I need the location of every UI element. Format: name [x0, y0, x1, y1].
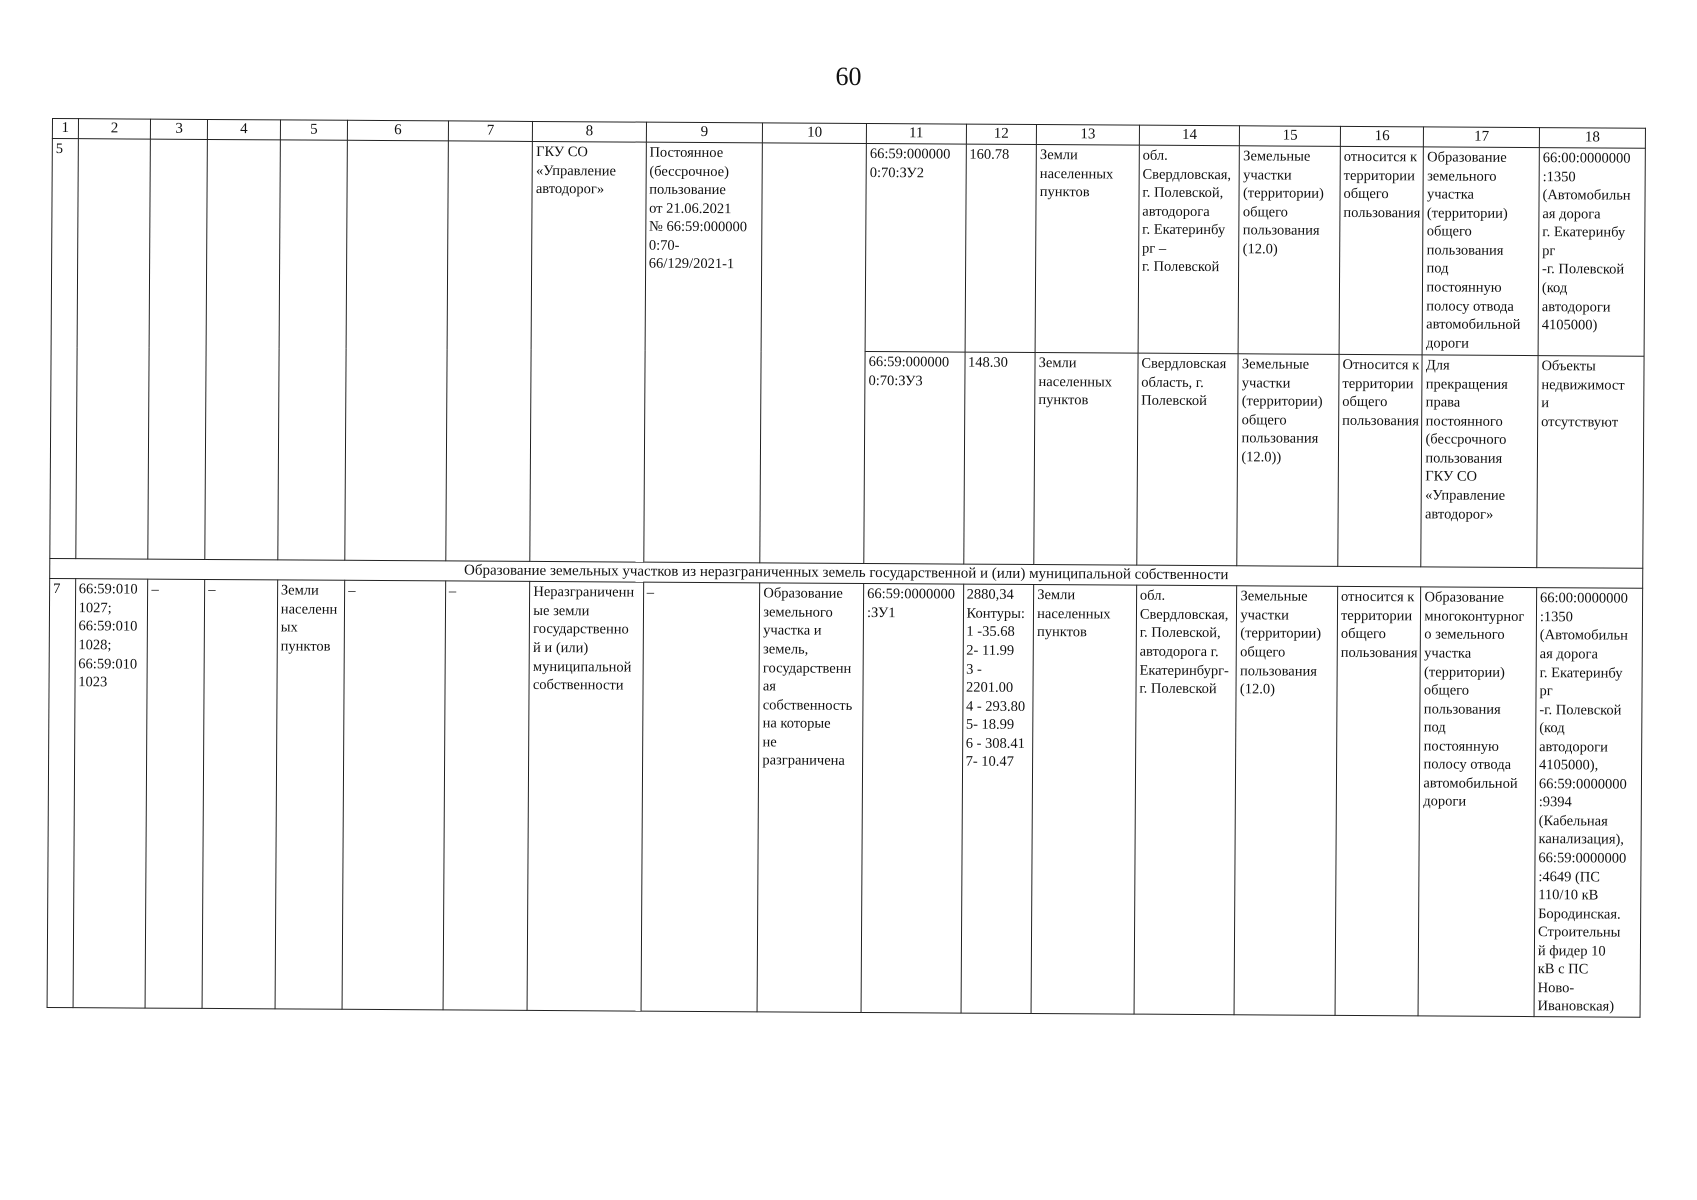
- land-category-cell: Земли населенных пунктов: [1031, 585, 1136, 1014]
- land-category-cell: Земли населенн ых пунктов: [275, 580, 345, 1009]
- column-header: 14: [1139, 125, 1240, 146]
- real-estate-objects-cell: 66:00:0000000 :1350 (Автомобильн ая дорога г. Екатеринбу рг -г. Полевской (код автодороги 4105000): [1538, 148, 1645, 357]
- real-estate-objects-cell: 66:00:0000000 :1350 (Автомобильн ая дорога г. Екатеринбу рг -г. Полевской (код автодороги 4105000), 66:59:0000000 :9394 (Кабельная канализация), 66:59:0000000 :4649 (ПС 110/10 кВ Бородинская. Строительны й фидер 10 кВ с ПС Ново- Ивановская): [1534, 588, 1643, 1017]
- column-header: 17: [1424, 127, 1540, 148]
- column-header: 1: [52, 119, 78, 139]
- permitted-use-cell: Земельные участки (территории) общего пользования (12.0)): [1237, 354, 1339, 567]
- land-plots-table: [47, 118, 1646, 1018]
- plot-id-cell: 66:59:000000 0:70:ЗУ3: [864, 352, 965, 565]
- column-header: 12: [966, 124, 1037, 145]
- cadastral-quarter-cell: [75, 139, 150, 559]
- registry-table-wrapper: [47, 118, 1646, 1018]
- area-cell: 160.78: [965, 144, 1037, 352]
- column-header: 11: [866, 123, 966, 144]
- rights-holder-cell: Неразграниченн ые земли государственно й и (или) муниципальной собственности: [527, 582, 643, 1011]
- table-row: [51, 139, 1645, 357]
- formation-type-cell: Образование земельного участка и земель, государственн ая собственность на которые не разграничена: [757, 583, 863, 1012]
- table-cell: –: [342, 581, 445, 1010]
- right-type-cell: –: [641, 582, 760, 1011]
- column-header: 4: [207, 119, 280, 140]
- permitted-use-cell: Земельные участки (территории) общего пользования (12.0): [1234, 586, 1337, 1015]
- column-header: 10: [763, 123, 867, 144]
- column-header: 13: [1037, 125, 1140, 146]
- page-number: 60: [835, 62, 862, 91]
- column-header: 7: [448, 121, 533, 142]
- row-number: 7: [47, 579, 75, 1008]
- formation-method-cell: Образование многоконтурног о земельного участка (территории) общего пользования под постоянную полосу отвода автомобильной дороги: [1418, 587, 1536, 1016]
- public-territory-cell: относится к территории общего пользования: [1339, 147, 1424, 356]
- table-cell: –: [443, 581, 530, 1010]
- column-header: 6: [348, 120, 449, 141]
- land-category-cell: Земли населенных пунктов: [1035, 145, 1139, 354]
- table-row: [47, 579, 1643, 1017]
- column-header: 5: [280, 120, 348, 141]
- right-type-cell: Постоянное (бессрочное) пользование от 21.06.2021 № 66:59:000000 0:70- 66/129/2021-1: [643, 142, 762, 563]
- table-cell: [345, 140, 448, 561]
- table-cell: [148, 139, 207, 559]
- public-territory-cell: относится к территории общего пользования: [1335, 587, 1421, 1016]
- column-header: 8: [533, 121, 647, 142]
- column-header: 3: [151, 119, 208, 140]
- rights-holder-cell: ГКУ СО «Управление автодорог»: [530, 142, 646, 563]
- plot-id-cell: 66:59:0000000 :ЗУ1: [861, 584, 963, 1013]
- plot-id-cell: 66:59:000000 0:70:ЗУ2: [865, 144, 966, 353]
- address-cell: обл. Свердловская, г. Полевской, автодорога г. Екатеринбу рг – г. Полевской: [1138, 145, 1240, 354]
- row-number: 5: [50, 139, 78, 559]
- real-estate-objects-cell: Объекты недвижимост и отсутствуют: [1537, 356, 1644, 569]
- permitted-use-cell: Земельные участки (территории) общего пользования (12.0): [1239, 146, 1341, 355]
- column-header: 2: [78, 119, 151, 140]
- area-cell: 2880,34 Контуры: 1 -35.68 2- 11.99 3 - 2201.00 4 - 293.80 5- 18.99 6 - 308.41 7- 10.47: [961, 584, 1034, 1013]
- table-cell: [278, 140, 348, 560]
- column-header: 16: [1340, 126, 1424, 147]
- address-cell: Свердловская область, г. Полевской: [1137, 353, 1239, 566]
- table-cell: [760, 143, 866, 564]
- table-cell: –: [145, 579, 204, 1008]
- land-category-cell: Земли населенных пунктов: [1034, 353, 1138, 566]
- column-header: 15: [1240, 126, 1341, 147]
- section-title: Образование земельных участков из неразграниченных земель государственной и (или) муниципальной собственности: [50, 559, 1643, 589]
- address-cell: обл. Свердловская, г. Полевской, автодорога г. Екатеринбург- г. Полевской: [1134, 586, 1237, 1015]
- formation-method-cell: Для прекращения права постоянного (бессрочного пользования ГКУ СО «Управление автодорог»: [1421, 355, 1538, 568]
- formation-method-cell: Образование земельного участка (территории) общего пользования под постоянную полосу отвода автомобильной дороги: [1422, 147, 1539, 356]
- table-cell: –: [202, 580, 277, 1009]
- column-header: 18: [1539, 128, 1645, 149]
- cadastral-quarter-cell: 66:59:010 1027; 66:59:010 1028; 66:59:010 1023: [73, 579, 148, 1008]
- table-cell: [446, 141, 533, 562]
- area-cell: 148.30: [963, 352, 1035, 564]
- column-header: 9: [646, 122, 763, 143]
- public-territory-cell: Относится к территории общего пользования: [1338, 355, 1423, 568]
- table-cell: [205, 140, 280, 560]
